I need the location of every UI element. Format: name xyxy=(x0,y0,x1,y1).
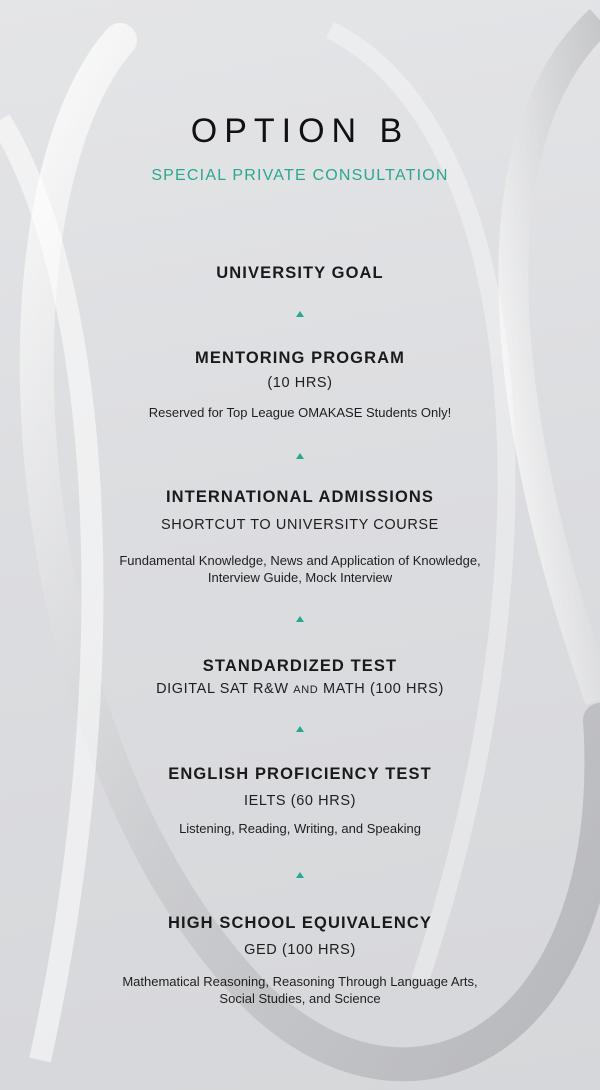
sat-rw-label: DIGITAL SAT R&W xyxy=(156,681,289,697)
up-arrow-icon xyxy=(296,616,304,622)
page-title: OPTION B xyxy=(190,112,410,150)
step-english-sub: IELTS (60 HRS) xyxy=(243,793,357,809)
step-mentoring-heading: MENTORING PROGRAM xyxy=(195,349,405,367)
and-label: AND xyxy=(293,684,319,696)
up-arrow-icon xyxy=(296,453,304,459)
step-english-desc: Listening, Reading, Writing, and Speaking xyxy=(179,821,421,836)
step-admissions-desc-line-1: Fundamental Knowledge, News and Application of Knowledge, xyxy=(119,553,481,568)
step-equivalency-sub: GED (100 HRS) xyxy=(244,942,356,958)
step-equivalency-desc-line-1: Mathematical Reasoning, Reasoning Through Language Arts, xyxy=(122,974,478,989)
step-mentoring-sub: (10 HRS) xyxy=(267,375,333,391)
up-arrow-icon xyxy=(296,726,304,732)
step-standardized-heading: STANDARDIZED TEST xyxy=(202,657,398,675)
step-admissions-sub: SHORTCUT TO UNIVERSITY COURSE xyxy=(161,517,439,533)
step-equivalency-heading: HIGH SCHOOL EQUIVALENCY xyxy=(168,914,432,932)
sat-math-label: MATH (100 HRS) xyxy=(322,681,444,697)
step-equivalency-desc-line-2: Social Studies, and Science xyxy=(219,991,381,1006)
step-standardized-sub xyxy=(0,681,600,697)
step-admissions-heading: INTERNATIONAL ADMISSIONS xyxy=(165,488,435,506)
step-mentoring-desc: Reserved for Top League OMAKASE Students Only! xyxy=(148,405,452,420)
page-subtitle: SPECIAL PRIVATE CONSULTATION xyxy=(151,167,449,184)
step-english-heading: ENGLISH PROFICIENCY TEST xyxy=(168,765,432,783)
up-arrow-icon xyxy=(296,872,304,878)
step-admissions-desc-line-2: Interview Guide, Mock Interview xyxy=(207,570,393,585)
step-university-goal-heading: UNIVERSITY GOAL xyxy=(216,264,384,282)
up-arrow-icon xyxy=(296,311,304,317)
